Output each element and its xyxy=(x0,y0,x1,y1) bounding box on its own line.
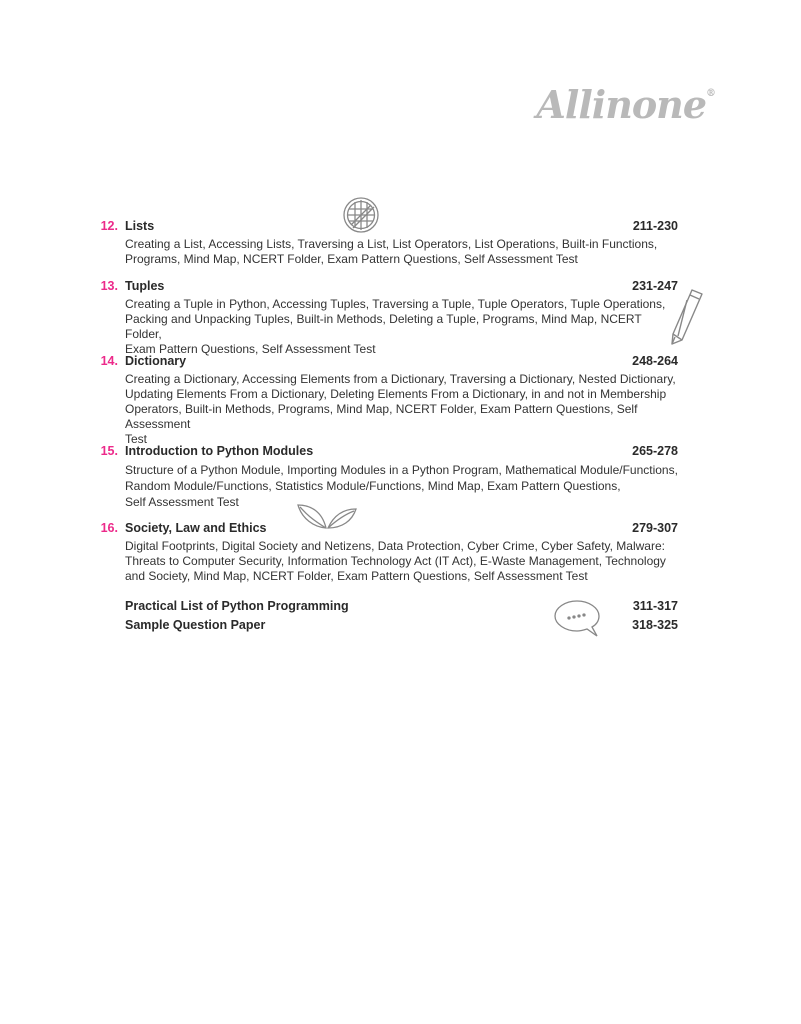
chapter-number: 15. xyxy=(100,444,118,458)
leaf-icon xyxy=(296,501,358,531)
brand-logo xyxy=(536,82,715,127)
chapter-topics: Creating a Tuple in Python, Accessing Tuples, Traversing a Tuple, Tuple Operators, Tuple Operations, Packing and Unpacking Tuples, Built-in Methods, Deleting a Tuple, Programs, Mind Map, NCERT Folder, Exam Pattern Questions, Self Assessment Test xyxy=(125,297,666,356)
brand-registered-mark: ® xyxy=(706,88,715,99)
chapter-title[interactable]: Tuples xyxy=(125,279,165,293)
chapter-number: 16. xyxy=(100,521,118,535)
chapter-pages: 231-247 xyxy=(632,279,678,293)
chapter-topics: Creating a List, Accessing Lists, Traversing a List, List Operators, List Operations, Built-in Functions, Programs, Mind Map, NCERT Folder, Exam Pattern Questions, Self Assessment Test xyxy=(125,237,658,266)
chapter-number: 14. xyxy=(100,354,118,368)
pencil-icon xyxy=(668,286,708,348)
speech-bubble-icon xyxy=(553,598,603,638)
extra-pages: 311-317 xyxy=(632,599,678,613)
chapter-number: 12. xyxy=(100,219,118,233)
chapter-topics: Digital Footprints, Digital Society and Netizens, Data Protection, Cyber Crime, Cyber Safety, Malware: Threats to Computer Security, Information Technology Act (IT Act), E-Waste Management, Technology and Society, Mind Map, NCERT Folder, Exam Pattern Questions, Self Assessment Test xyxy=(125,539,666,583)
extra-pages: 318-325 xyxy=(632,618,678,632)
chapter-number: 13. xyxy=(100,279,118,293)
chapter-pages: 248-264 xyxy=(632,354,678,368)
chapter-pages: 265-278 xyxy=(632,444,678,458)
globe-icon xyxy=(341,195,381,235)
chapter-pages: 279-307 xyxy=(632,521,678,535)
chapter-topics: Creating a Dictionary, Accessing Elements from a Dictionary, Traversing a Dictionary, Nested Dictionary, Updating Elements From a Dictionary, Deleting Elements From a Dictionary, in and not in Membership Operators, Built-in Methods, Programs, Mind Map, NCERT Folder, Exam Pattern Questions, Self Assessment Test xyxy=(125,372,676,446)
brand-name: Allinone xyxy=(536,82,706,127)
chapter-title[interactable]: Lists xyxy=(125,219,155,233)
chapter-title[interactable]: Dictionary xyxy=(125,354,187,368)
extra-title[interactable]: Sample Question Paper xyxy=(125,618,266,632)
chapter-title[interactable]: Society, Law and Ethics xyxy=(125,521,267,535)
extra-title[interactable]: Practical List of Python Programming xyxy=(125,599,349,613)
chapter-title[interactable]: Introduction to Python Modules xyxy=(125,444,314,458)
chapter-topics: Structure of a Python Module, Importing Modules in a Python Program, Mathematical Module/Functions, Random Module/Functions, Statistics Module/Functions, Mind Map, Exam Pattern Questions, Self Assessment Test xyxy=(125,463,678,509)
chapter-pages: 211-230 xyxy=(632,219,678,233)
